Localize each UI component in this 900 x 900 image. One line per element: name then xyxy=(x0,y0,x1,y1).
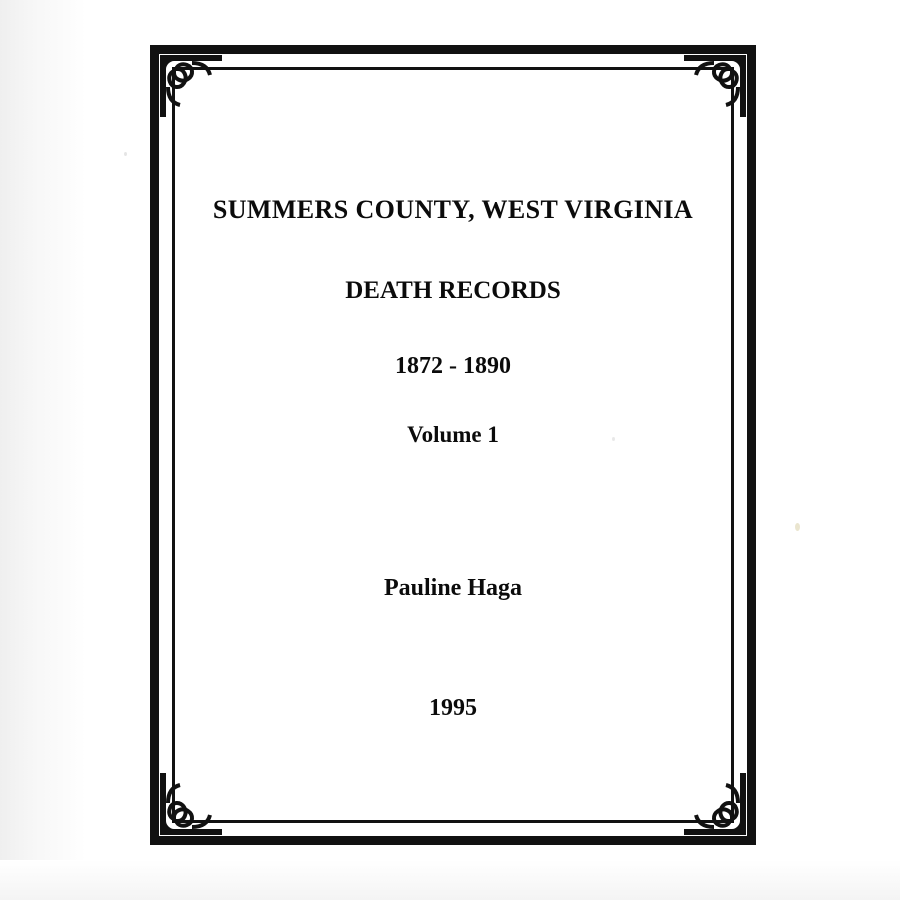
scan-artifact-speck xyxy=(124,152,127,156)
publication-year: 1995 xyxy=(429,695,477,721)
scan-edge-shading-bottom xyxy=(0,860,900,900)
title-line-1: SUMMERS COUNTY, WEST VIRGINIA xyxy=(212,195,694,224)
corner-ornament-bottom-right-icon xyxy=(676,765,754,843)
date-range: 1872 - 1890 xyxy=(395,353,511,379)
cover-title-block xyxy=(190,195,716,448)
author-name: Pauline Haga xyxy=(383,575,522,601)
corner-ornament-bottom-left-icon xyxy=(152,765,230,843)
corner-ornament-top-left-icon xyxy=(152,47,230,125)
book-cover xyxy=(150,45,756,845)
scan-artifact-speck xyxy=(795,523,800,531)
scan-edge-shading-left xyxy=(0,0,86,900)
volume-label: Volume 1 xyxy=(407,422,499,447)
title-line-2: DEATH RECORDS xyxy=(345,277,561,304)
corner-ornament-top-right-icon xyxy=(676,47,754,125)
